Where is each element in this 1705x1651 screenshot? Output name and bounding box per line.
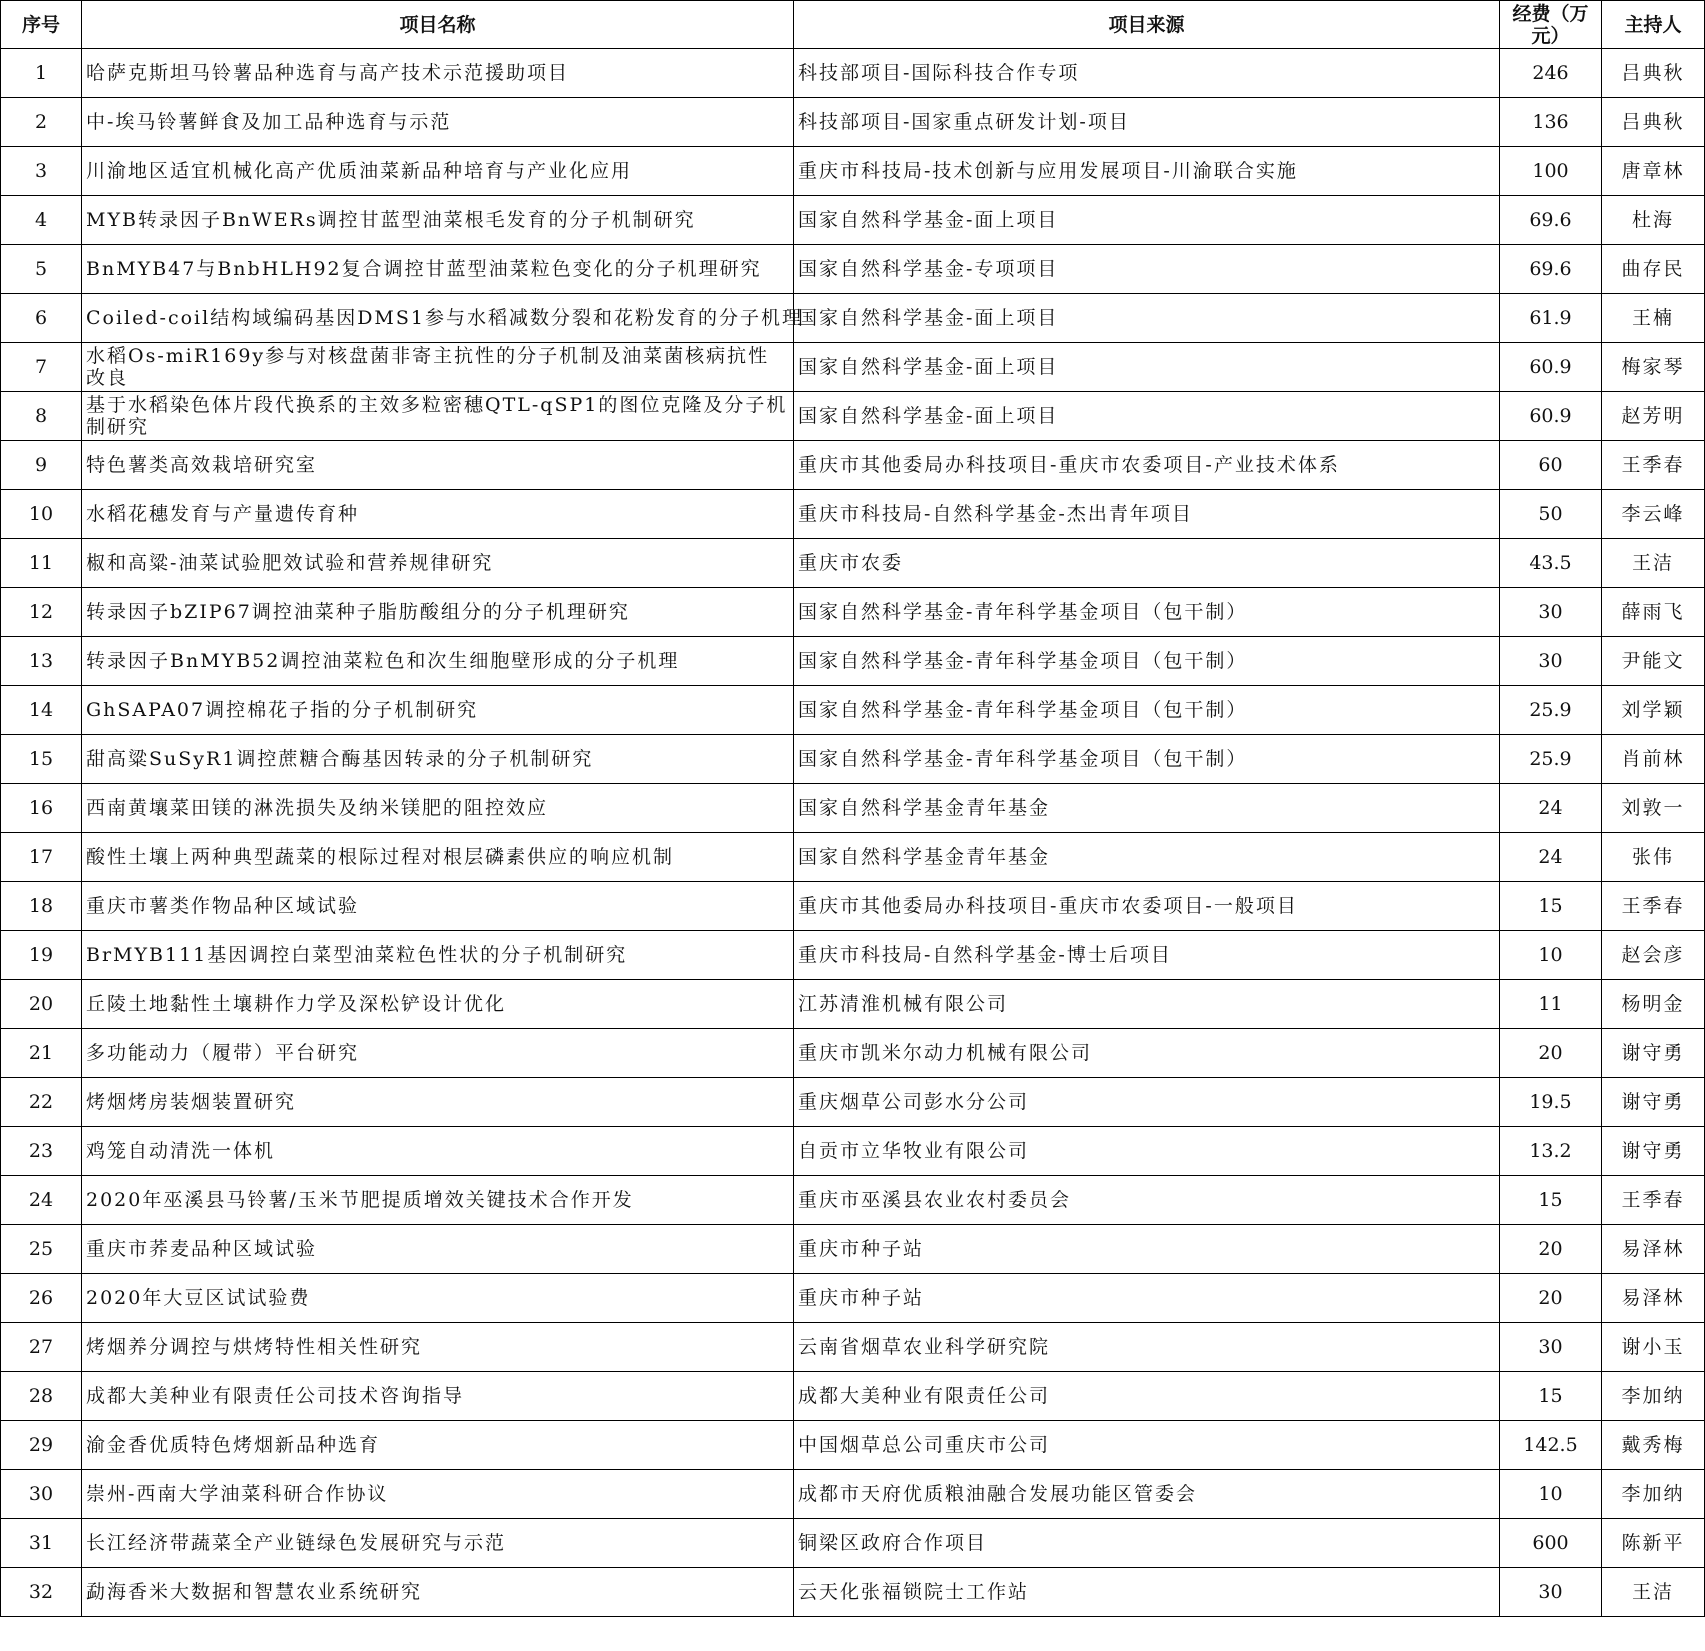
table-row	[1, 784, 1705, 833]
cell-project-source: 国家自然科学基金-青年科学基金项目（包干制）	[794, 588, 1500, 637]
cell-no: 10	[1, 490, 82, 539]
cell-pi: 曲存民	[1602, 245, 1705, 294]
cell-no: 24	[1, 1176, 82, 1225]
cell-project-name: 酸性土壤上两种典型蔬菜的根际过程对根层磷素供应的响应机制	[82, 833, 794, 882]
cell-fund: 15	[1500, 1372, 1602, 1421]
cell-pi: 戴秀梅	[1602, 1421, 1705, 1470]
cell-pi: 王季春	[1602, 1176, 1705, 1225]
cell-project-source: 重庆市种子站	[794, 1225, 1500, 1274]
cell-project-name: MYB转录因子BnWERs调控甘蓝型油菜根毛发育的分子机制研究	[82, 196, 794, 245]
cell-no: 18	[1, 882, 82, 931]
cell-fund: 20	[1500, 1274, 1602, 1323]
cell-pi: 王季春	[1602, 882, 1705, 931]
cell-project-name: BnMYB47与BnbHLH92复合调控甘蓝型油菜粒色变化的分子机理研究	[82, 245, 794, 294]
cell-pi: 吕典秋	[1602, 49, 1705, 98]
table-row	[1, 931, 1705, 980]
cell-project-source: 重庆市农委	[794, 539, 1500, 588]
cell-fund: 20	[1500, 1029, 1602, 1078]
cell-pi: 赵芳明	[1602, 392, 1705, 441]
cell-project-name: 椒和高粱-油菜试验肥效试验和营养规律研究	[82, 539, 794, 588]
cell-project-source: 国家自然科学基金青年基金	[794, 784, 1500, 833]
cell-project-name: 2020年大豆区试试验费	[82, 1274, 794, 1323]
cell-project-source: 国家自然科学基金-面上项目	[794, 343, 1500, 392]
table-row	[1, 882, 1705, 931]
cell-no: 25	[1, 1225, 82, 1274]
cell-project-source: 重庆烟草公司彭水分公司	[794, 1078, 1500, 1127]
cell-fund: 60	[1500, 441, 1602, 490]
table-row	[1, 686, 1705, 735]
cell-project-source: 重庆市种子站	[794, 1274, 1500, 1323]
cell-no: 15	[1, 735, 82, 784]
table-row	[1, 1372, 1705, 1421]
cell-project-name: 水稻花穗发育与产量遗传育种	[82, 490, 794, 539]
cell-fund: 25.9	[1500, 686, 1602, 735]
table-row	[1, 588, 1705, 637]
cell-no: 29	[1, 1421, 82, 1470]
cell-fund: 69.6	[1500, 196, 1602, 245]
cell-no: 8	[1, 392, 82, 441]
cell-project-name: 丘陵土地黏性土壤耕作力学及深松铲设计优化	[82, 980, 794, 1029]
cell-fund: 11	[1500, 980, 1602, 1029]
cell-pi: 刘学颖	[1602, 686, 1705, 735]
cell-no: 27	[1, 1323, 82, 1372]
table-row	[1, 1176, 1705, 1225]
cell-no: 11	[1, 539, 82, 588]
cell-project-source: 云南省烟草农业科学研究院	[794, 1323, 1500, 1372]
table-row	[1, 294, 1705, 343]
cell-project-name: 重庆市荞麦品种区域试验	[82, 1225, 794, 1274]
cell-pi: 陈新平	[1602, 1519, 1705, 1568]
cell-project-name: 多功能动力（履带）平台研究	[82, 1029, 794, 1078]
cell-fund: 69.6	[1500, 245, 1602, 294]
table-row	[1, 637, 1705, 686]
header-source: 项目来源	[794, 1, 1500, 49]
cell-fund: 30	[1500, 1323, 1602, 1372]
cell-fund: 20	[1500, 1225, 1602, 1274]
table-row	[1, 392, 1705, 441]
table-row	[1, 1225, 1705, 1274]
cell-pi: 李云峰	[1602, 490, 1705, 539]
cell-project-source: 中国烟草总公司重庆市公司	[794, 1421, 1500, 1470]
cell-fund: 60.9	[1500, 392, 1602, 441]
cell-no: 12	[1, 588, 82, 637]
table-row	[1, 1323, 1705, 1372]
cell-project-source: 成都大美种业有限责任公司	[794, 1372, 1500, 1421]
cell-project-name: 中-埃马铃薯鲜食及加工品种选育与示范	[82, 98, 794, 147]
cell-pi: 谢守勇	[1602, 1029, 1705, 1078]
cell-fund: 30	[1500, 1568, 1602, 1617]
cell-pi: 吕典秋	[1602, 98, 1705, 147]
cell-project-source: 江苏清淮机械有限公司	[794, 980, 1500, 1029]
cell-no: 16	[1, 784, 82, 833]
cell-project-source: 国家自然科学基金-青年科学基金项目（包干制）	[794, 735, 1500, 784]
cell-pi: 肖前林	[1602, 735, 1705, 784]
cell-project-source: 国家自然科学基金-面上项目	[794, 294, 1500, 343]
cell-no: 32	[1, 1568, 82, 1617]
header-no: 序号	[1, 1, 82, 49]
cell-project-name: Coiled-coil结构域编码基因DMS1参与水稻减数分裂和花粉发育的分子机理	[82, 294, 794, 343]
cell-project-source: 重庆市巫溪县农业农村委员会	[794, 1176, 1500, 1225]
table-row	[1, 1519, 1705, 1568]
cell-project-source: 国家自然科学基金-面上项目	[794, 392, 1500, 441]
cell-fund: 19.5	[1500, 1078, 1602, 1127]
cell-pi: 尹能文	[1602, 637, 1705, 686]
table-row	[1, 490, 1705, 539]
cell-project-source: 重庆市科技局-技术创新与应用发展项目-川渝联合实施	[794, 147, 1500, 196]
cell-fund: 50	[1500, 490, 1602, 539]
cell-fund: 24	[1500, 833, 1602, 882]
cell-project-name: 勐海香米大数据和智慧农业系统研究	[82, 1568, 794, 1617]
table-row	[1, 147, 1705, 196]
table-row	[1, 1078, 1705, 1127]
cell-no: 21	[1, 1029, 82, 1078]
cell-no: 6	[1, 294, 82, 343]
cell-no: 20	[1, 980, 82, 1029]
cell-fund: 61.9	[1500, 294, 1602, 343]
cell-fund: 10	[1500, 1470, 1602, 1519]
cell-fund: 136	[1500, 98, 1602, 147]
table-row	[1, 1470, 1705, 1519]
table-row	[1, 196, 1705, 245]
table-row	[1, 980, 1705, 1029]
cell-no: 26	[1, 1274, 82, 1323]
cell-fund: 15	[1500, 882, 1602, 931]
cell-project-name: 哈萨克斯坦马铃薯品种选育与高产技术示范援助项目	[82, 49, 794, 98]
cell-project-name: 西南黄壤菜田镁的淋洗损失及纳米镁肥的阻控效应	[82, 784, 794, 833]
cell-no: 30	[1, 1470, 82, 1519]
cell-pi: 谢守勇	[1602, 1078, 1705, 1127]
table-body	[1, 49, 1705, 1617]
cell-pi: 王季春	[1602, 441, 1705, 490]
cell-project-name: 崇州-西南大学油菜科研合作协议	[82, 1470, 794, 1519]
cell-fund: 30	[1500, 637, 1602, 686]
cell-project-name: 转录因子BnMYB52调控油菜粒色和次生细胞壁形成的分子机理	[82, 637, 794, 686]
cell-pi: 谢小玉	[1602, 1323, 1705, 1372]
cell-fund: 43.5	[1500, 539, 1602, 588]
cell-project-source: 科技部项目-国家重点研发计划-项目	[794, 98, 1500, 147]
cell-fund: 142.5	[1500, 1421, 1602, 1470]
cell-project-source: 铜梁区政府合作项目	[794, 1519, 1500, 1568]
cell-no: 14	[1, 686, 82, 735]
header-pi: 主持人	[1602, 1, 1705, 49]
cell-project-source: 重庆市其他委局办科技项目-重庆市农委项目-一般项目	[794, 882, 1500, 931]
table-header-row	[1, 1, 1705, 49]
cell-pi: 唐章林	[1602, 147, 1705, 196]
cell-project-name: 鸡笼自动清洗一体机	[82, 1127, 794, 1176]
cell-project-source: 成都市天府优质粮油融合发展功能区管委会	[794, 1470, 1500, 1519]
cell-pi: 王楠	[1602, 294, 1705, 343]
cell-project-name: GhSAPA07调控棉花子指的分子机制研究	[82, 686, 794, 735]
cell-project-name: 转录因子bZIP67调控油菜种子脂肪酸组分的分子机理研究	[82, 588, 794, 637]
cell-project-name: 2020年巫溪县马铃薯/玉米节肥提质增效关键技术合作开发	[82, 1176, 794, 1225]
table-row	[1, 735, 1705, 784]
cell-pi: 李加纳	[1602, 1470, 1705, 1519]
cell-pi: 王洁	[1602, 1568, 1705, 1617]
cell-no: 5	[1, 245, 82, 294]
cell-no: 31	[1, 1519, 82, 1568]
table-row	[1, 1568, 1705, 1617]
cell-pi: 李加纳	[1602, 1372, 1705, 1421]
cell-fund: 60.9	[1500, 343, 1602, 392]
cell-pi: 刘敦一	[1602, 784, 1705, 833]
cell-project-name: 水稻Os-miR169y参与对核盘菌非寄主抗性的分子机制及油菜菌核病抗性改良	[82, 343, 794, 392]
cell-project-name: 甜高粱SuSyR1调控蔗糖合酶基因转录的分子机制研究	[82, 735, 794, 784]
cell-no: 4	[1, 196, 82, 245]
cell-pi: 易泽林	[1602, 1274, 1705, 1323]
cell-no: 28	[1, 1372, 82, 1421]
cell-project-name: 渝金香优质特色烤烟新品种选育	[82, 1421, 794, 1470]
table-row	[1, 49, 1705, 98]
cell-fund: 100	[1500, 147, 1602, 196]
cell-no: 9	[1, 441, 82, 490]
cell-pi: 薛雨飞	[1602, 588, 1705, 637]
table-row	[1, 1421, 1705, 1470]
cell-project-name: 川渝地区适宜机械化高产优质油菜新品种培育与产业化应用	[82, 147, 794, 196]
table-row	[1, 1274, 1705, 1323]
cell-project-name: 基于水稻染色体片段代换系的主效多粒密穗QTL-qSP1的图位克隆及分子机制研究	[82, 392, 794, 441]
cell-fund: 10	[1500, 931, 1602, 980]
cell-fund: 246	[1500, 49, 1602, 98]
table-row	[1, 1127, 1705, 1176]
cell-no: 13	[1, 637, 82, 686]
table-row	[1, 833, 1705, 882]
cell-no: 19	[1, 931, 82, 980]
header-fund: 经费（万元）	[1500, 1, 1602, 49]
cell-no: 2	[1, 98, 82, 147]
table-row	[1, 98, 1705, 147]
cell-no: 17	[1, 833, 82, 882]
cell-project-source: 国家自然科学基金-青年科学基金项目（包干制）	[794, 637, 1500, 686]
cell-project-source: 重庆市科技局-自然科学基金-杰出青年项目	[794, 490, 1500, 539]
table-row	[1, 1029, 1705, 1078]
cell-no: 3	[1, 147, 82, 196]
cell-project-source: 自贡市立华牧业有限公司	[794, 1127, 1500, 1176]
cell-fund: 30	[1500, 588, 1602, 637]
cell-fund: 13.2	[1500, 1127, 1602, 1176]
cell-project-name: 烤烟养分调控与烘烤特性相关性研究	[82, 1323, 794, 1372]
cell-project-source: 云天化张福锁院士工作站	[794, 1568, 1500, 1617]
cell-fund: 600	[1500, 1519, 1602, 1568]
cell-project-name: BrMYB111基因调控白菜型油菜粒色性状的分子机制研究	[82, 931, 794, 980]
cell-project-source: 国家自然科学基金青年基金	[794, 833, 1500, 882]
cell-fund: 24	[1500, 784, 1602, 833]
cell-project-name: 特色薯类高效栽培研究室	[82, 441, 794, 490]
cell-project-name: 烤烟烤房装烟装置研究	[82, 1078, 794, 1127]
cell-no: 1	[1, 49, 82, 98]
cell-pi: 杨明金	[1602, 980, 1705, 1029]
table-row	[1, 245, 1705, 294]
cell-fund: 25.9	[1500, 735, 1602, 784]
cell-project-name: 成都大美种业有限责任公司技术咨询指导	[82, 1372, 794, 1421]
table-row	[1, 343, 1705, 392]
header-name: 项目名称	[82, 1, 794, 49]
cell-project-name: 重庆市薯类作物品种区域试验	[82, 882, 794, 931]
cell-no: 23	[1, 1127, 82, 1176]
cell-project-source: 国家自然科学基金-青年科学基金项目（包干制）	[794, 686, 1500, 735]
cell-pi: 梅家琴	[1602, 343, 1705, 392]
cell-pi: 易泽林	[1602, 1225, 1705, 1274]
cell-pi: 杜海	[1602, 196, 1705, 245]
cell-pi: 谢守勇	[1602, 1127, 1705, 1176]
cell-project-source: 国家自然科学基金-面上项目	[794, 196, 1500, 245]
cell-project-source: 国家自然科学基金-专项项目	[794, 245, 1500, 294]
cell-project-source: 重庆市凯米尔动力机械有限公司	[794, 1029, 1500, 1078]
table-row	[1, 441, 1705, 490]
cell-fund: 15	[1500, 1176, 1602, 1225]
cell-pi: 张伟	[1602, 833, 1705, 882]
cell-project-source: 重庆市其他委局办科技项目-重庆市农委项目-产业技术体系	[794, 441, 1500, 490]
cell-pi: 赵会彦	[1602, 931, 1705, 980]
cell-pi: 王洁	[1602, 539, 1705, 588]
cell-project-source: 重庆市科技局-自然科学基金-博士后项目	[794, 931, 1500, 980]
cell-project-source: 科技部项目-国际科技合作专项	[794, 49, 1500, 98]
cell-no: 22	[1, 1078, 82, 1127]
cell-no: 7	[1, 343, 82, 392]
table-row	[1, 539, 1705, 588]
cell-project-name: 长江经济带蔬菜全产业链绿色发展研究与示范	[82, 1519, 794, 1568]
